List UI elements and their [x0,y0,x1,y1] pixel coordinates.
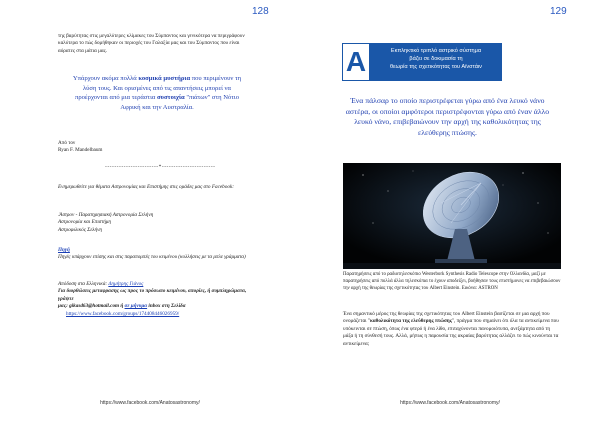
body-text: Ένα σημαντικό μέρος της θεωρίας της σχετικότητας του Albert Einstein βασίζεται σε μια αρχή που ονομάζεται " [343,311,550,325]
banner-line: βάζει σε δοκιμασία τη [409,56,463,62]
contact-or: ή [119,303,125,310]
message-link[interactable]: σε μήνυμα [124,303,148,310]
footer-url[interactable]: https://www.facebook.com/Anatosastronomy/ [100,400,200,406]
facebook-group-link[interactable]: https://www.facebook.com/groups/174408446026959/ [66,310,180,317]
logo-icon [342,43,370,81]
adaptation-label: Απόδοση στα Ελληνικά: [58,281,109,287]
group-list [58,212,258,234]
highlight-paragraph [72,74,242,112]
highlight-bold-text: κοσμικά μυστήρια [138,75,191,82]
title-banner [342,43,502,81]
intro-paragraph: της βαρύτητας στις μεγαλύτερες κλίμακες του Σύμπαντος και γενικότερα να περιγράφουν καλύτερα το πώς δομήθηκαν οι περιοχές του Γαλαξία μας και του Σύμπαντος που είναι αόρατες στα μάτια μας. [58,33,245,54]
footer-url[interactable]: https://www.facebook.com/Anatosastronomy/ [400,400,500,406]
body-text: ", πράγμα που σημαίνει ότι όλα τα αντικείμενα που υπόκεινται σε πτώση, όπως ένα φτερό ή ένα λίθο, επιταχύνονται πανομοιότυπα, ανεξάρτητα από τη μάζα ή τη σύνθεσή τους. Αλλά, μήπως η παρουσία της ακραίας βαρύτητας αλλάζει το πώς κινούνται τα αντικείμενα; [343,318,559,347]
telescope-illustration [343,163,561,269]
group-item[interactable]: Αστροφιλικός Σελήνη [58,226,102,233]
separator: -----------------------*----------------------- [105,164,216,170]
contact-suffix: inbox στη Σελίδα [147,303,186,310]
source-text: Πηγές υπάρχουν επίσης και στις παραπομπές του κειμένου (κολλήσεις με τα μπλε γράμματα) [58,254,246,261]
photo-caption: Παρατηρήσεις από το ραδιοτηλεσκόπιο Westerbork Synthesis Radio Telescope στην Ολλανδία, μαζί με παρατηρήσεις από πολλά άλλα τηλεσκόπια το έχουν αποδείξει, βοήθησαν τους επιστήμονες να επιβεβαιώσουν την αρχή της θεωρίας της σχετικότητας του Albert Einstein. Εικόνα: ASTRON [343,272,561,291]
contact-email[interactable]: μας: gikasd63@hotmail.com [58,303,120,310]
highlight-bold-text: συστοιχία [156,94,185,102]
right-page [300,0,600,424]
highlight-text: που περιμένουν τη λύση τους. Και ορισμένες από τις απαντήσεις μπορεί να προέρχονται από μια τεράστια [75,75,242,102]
logo-letter: A [345,46,367,77]
radio-telescope-photo [343,163,561,269]
contact-block [58,281,258,318]
facebook-note: Ενημερωθείτε για θέματα Αστρονομίας και Επιστήμης στις ομάδες μας στο Facebook: [58,184,234,190]
translator-link[interactable]: Δημήτρης Γιάνος [108,281,144,287]
page-number: 129 [550,6,567,17]
headline: Ένα πάλσαρ το οποίο περιστρέφεται γύρω από ένα λευκό νάνο αστέρα, οι οποίοι αμφότεροι περιστρέφονται γύρω από έναν άλλο λευκό νάνο, επιβεβαιώνουν την αρχή της καθολικότητας της ελεύθερης πτώσης. [345,96,550,137]
author-label: Από τον [58,140,76,146]
body-paragraph [343,311,561,348]
body-bold-text: καθολικότητα της ελεύθερης πτώσης [369,318,452,325]
source-block [58,247,258,262]
group-item[interactable]: Αστρονομία και Επιστήμη [58,219,111,226]
group-item[interactable]: .Άστρον - Παρατηρησιακή Αστρονομία Σελήνη [58,212,154,218]
highlight-text: "πιάτων" στη Νότιο Αφρική και την Αυστραλία. [120,94,239,111]
banner-line: Εκπληκτικό τριπλό αστρικό σύστημα [390,48,482,54]
author-name: Ryan F. Mandelbaum [58,147,103,154]
page-number: 128 [252,6,269,17]
source-link[interactable]: Πηγή [58,247,70,253]
author-block [58,140,238,155]
banner-line: θεωρία της σχετικότητας του Αϊνστάιν [390,64,482,70]
banner-title [370,43,502,81]
highlight-text: Υπάρχουν ακόμα πολλά [72,75,139,82]
contact-text: Για διορθώσεις μεταφρασης ως προς το πρόσωπο κειμένου, απορίες, ή συμπληρώματα, γράψτε [58,288,247,302]
